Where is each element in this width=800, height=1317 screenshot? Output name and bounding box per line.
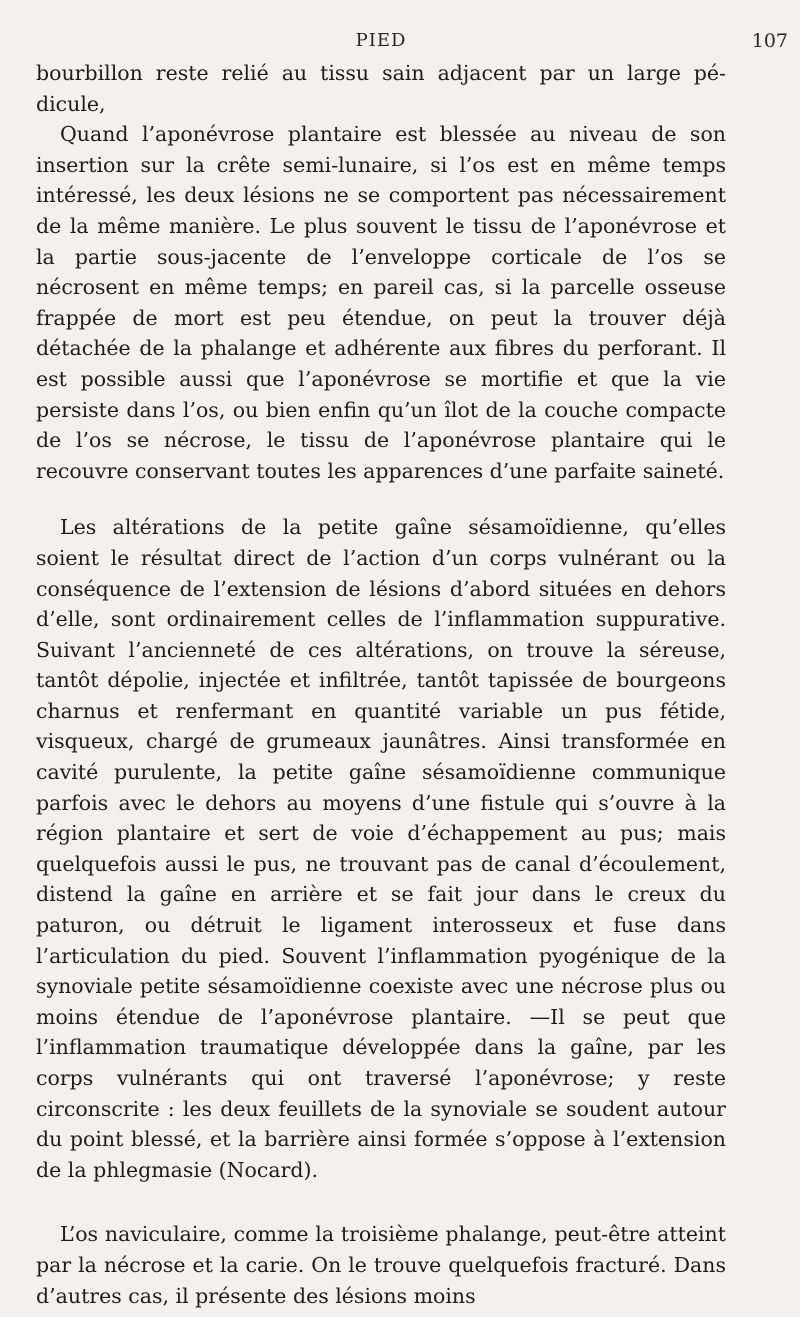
page-number: 107 [751,30,788,52]
paragraph-aponevrose: Quand l’aponévrose plantaire est blessée au niveau de son insertion sur la crête semi-lunaire, si l’os est en même temps intéressé, les deux lésions ne se comportent pas nécessairement de la même manière. Le plus souvent le tissu de l’aponévrose et la partie sous-jacente de l’enveloppe corticale de l’os se nécrosent en même temps; en pareil cas, si la parcelle osseuse frappée de mort est peu étendue, on peut la trouver déjà détachée de la phalange et adhérente aux fibres du perforant. Il est possible aussi que l’aponévrose se mortifie et que la vie persiste dans l’os, ou bien enfin qu’un îlot de la couche compacte de l’os se nécrose, le tissu de l’aponévrose plantaire qui le recouvre conservant toutes les apparences d’une parfaite saineté. [36,122,726,483]
body-text [36,58,726,1311]
paragraph-os-naviculaire: L’os naviculaire, comme la troisième phalange, peut-être atteint par la nécrose et la carie. On le trouve quelquefois fracturé. Dans d’autres cas, il présente des lésions moins [36,1222,726,1308]
running-head [36,0,788,58]
running-title: PIED [355,30,407,51]
paragraph-gaine-sesamoidienne: Les altérations de la petite gaîne sésamoïdienne, qu’elles soient le résultat direct de l’action d’un corps vulnérant ou la conséquence de l’extension de lésions d’abord situées en dehors d’elle, sont ordinairement celles de l’inflammation suppurative. Suivant l’ancienneté de ces altérations, on trouve la séreuse, tantôt dépolie, injectée et infiltrée, tantôt tapissée de bourgeons charnus et renfermant en quantité variable un pus fétide, visqueux, chargé de grumeaux jaunâtres. Ainsi transformée en cavité purulente, la petite gaîne sésamoïdienne communique parfois avec le dehors au moyens d’une fistule qui s’ouvre à la région plantaire et sert de voie d’échappement au pus; mais quelquefois aussi le pus, ne trouvant pas de canal d’écoulement, distend la gaîne en arrière et se fait jour dans le creux du paturon, ou détruit le ligament interosseux et fuse dans l’articulation du pied. Souvent l’inflammation pyogénique de la synoviale petite sésamoïdienne coexiste avec une nécrose plus ou moins étendue de l’aponévrose plantaire. —Il se peut que l’inflammation traumatique développée dans la gaîne, par les corps vulnérants qui ont traversé l’aponévrose; y reste circonscrite : les deux feuillets de la synoviale se soudent autour du point blessé, et la barrière ainsi formée s’oppose à l’extension de la phlegmasie (Nocard). [36,515,726,1182]
paragraph-continuation: bourbillon reste relié au tissu sain adjacent par un large pé-dicule, [36,61,726,116]
